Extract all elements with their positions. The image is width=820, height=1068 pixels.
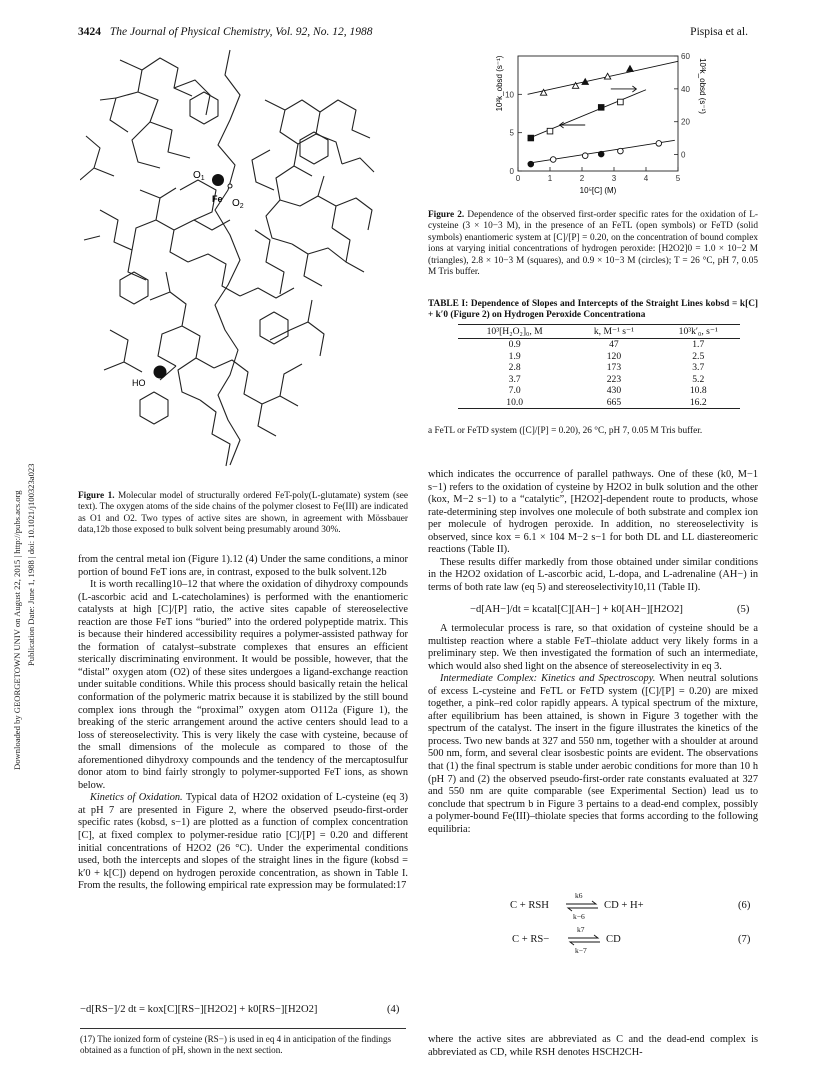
triangle-fit-line: [528, 61, 678, 94]
x-tick-label: 1: [547, 174, 553, 183]
page-number: 3424: [78, 26, 101, 38]
x-tick-label: 4: [643, 174, 649, 183]
figure2-caption-label: Figure 2.: [428, 210, 465, 220]
left-column: [78, 554, 408, 893]
table-header-cell: 10³k′₀, s⁻¹: [657, 325, 741, 339]
table1-title: TABLE I: Dependence of Slopes and Intercepts of the Straight Lines kobsd = k[C] + k′0 (Figure 2) on Hydrogen Peroxide Concentrationa: [428, 299, 758, 321]
table-header-cell: k, M⁻¹ s⁻¹: [571, 325, 656, 339]
fe-atom-upper: [212, 174, 224, 186]
equation-5: −d[AH−]/dt = kcatal[C][AH−] + k0[AH−][H2O2]: [470, 604, 683, 615]
equation-7-number: (7): [738, 934, 751, 945]
square-point: [618, 99, 624, 105]
right-column-bottom: [428, 1034, 758, 1059]
download-sidebar: [10, 170, 70, 770]
x-tick-label: 3: [611, 174, 617, 183]
figure2-caption: [428, 210, 758, 278]
equation-6-number: (6): [738, 900, 751, 911]
circle-point: [528, 161, 534, 167]
y-right-axis-label: 10³k_obsd (s⁻¹): [698, 58, 707, 114]
x-tick-label: 0: [515, 174, 521, 183]
circle-point: [582, 153, 588, 159]
figure1-molecular-model: [80, 40, 380, 480]
square-point: [528, 135, 534, 141]
y-right-tick-label: 40: [681, 84, 690, 94]
equation-7-k-reverse: k−7: [575, 946, 587, 955]
table-row: 2.8 173 3.7: [508, 362, 705, 373]
equation-6-right: CD + H+: [604, 900, 644, 911]
publication-line: Publication Date: June 1, 1988 | doi: 10.1021/j100323a023: [26, 463, 36, 666]
y-right-tick-label: 0: [681, 150, 686, 160]
circle-point: [656, 141, 662, 147]
o2-label: $O_2$: [232, 198, 244, 210]
table-row: 0.9 47 1.7: [508, 339, 705, 350]
x-axis-label: 10⁵[C] (M): [579, 186, 617, 195]
circle-point: [618, 148, 624, 154]
left-paragraph-3: Kinetics of Oxidation. Typical data of H2O2 oxidation of L-cysteine (eq 3) at pH 7 are presented in Figure 2, where the observed pseudo-first-order specific rates (kobsd, s−1) are plotted as a function of complex concentration [C], at fixed complex to polymer-residue ratio [C]/[P] = 0.20 and different initial concentrations of H2O2 (26 °C). Under the experimental conditions used, both the intercepts and slopes of the straight lines in the figure (kobsd = k′0 + k[C]) depend on hydrogen peroxide concentration, as shown in Table I. From the results, the following empirical rate expression may be formulated:17: [78, 792, 408, 892]
running-header: [78, 26, 372, 38]
fe-label: Fe: [212, 194, 223, 204]
equation-7-right: CD: [606, 934, 621, 945]
table-header-row: [458, 325, 740, 339]
equation-4: −d[RS−]/2 dt = kox[C][RS−][H2O2] + k0[RS−][H2O2]: [80, 1004, 318, 1015]
right-paragraph-1: which indicates the occurrence of parallel pathways. One of these (k0, M−1 s−1) refers to the oxidation of cysteine by H2O2 in bulk solution and the other (kox, M−2 s−1) to a “catalytic”, [H2O2]-dependent route to products, whose rate-determining step involves one molecule of both substrate and complex ion per molecule of hydrogen peroxide. In addition, no stereoselectivity is observed, since kox = 6.1 × 104 M−2 s−1 for both DL and LL diastereomeric reactions (Table II).: [428, 469, 758, 556]
right-column-top: [428, 469, 758, 594]
running-author: Pispisa et al.: [690, 26, 748, 38]
left-paragraph-1: from the central metal ion (Figure 1).12 (4) Under the same conditions, a minor portion of bound FeT ions are, in contrast, exposed to the bulk solvent.12b: [78, 554, 408, 578]
download-line: Downloaded by GEORGETOWN UNIV on August 22, 2015 | http://pubs.acs.org: [12, 490, 22, 770]
y-right-tick-label: 20: [681, 117, 690, 127]
right-paragraph-3: A termolecular process is rare, so that oxidation of cysteine should be a multistep reaction where a stable FeT–thiolate adduct very likely forms in a preliminary step. We then investigated the formation of such an intermediate, which would also shed light on the absence of stereoselectivity in eq 3.: [428, 623, 758, 672]
equation-6-arrows: [564, 900, 600, 912]
figure1-caption-text: Molecular model of structurally ordered FeT-poly(L-glutamate) system (see text). The oxygen atoms of the side chains of the polymer closest to Fe(III) are indicated as O1 and O2. Two types of active sites are shown, in agreement with Mössbauer data,12b those exposed to bulk solvent being presumably around 30%.: [78, 491, 408, 536]
equation-7-left: C + RS−: [512, 934, 550, 945]
figure1-caption: [78, 491, 408, 537]
table-row: 10.0 665 16.2: [458, 397, 740, 409]
table-row: 1.9 120 2.5: [508, 350, 705, 362]
table-row: 3.7 223 5.2: [508, 373, 705, 385]
y-left-tick-label: 10: [505, 90, 514, 100]
footnote-rule: [80, 1028, 406, 1029]
equation-6-k-reverse: k−6: [573, 912, 585, 921]
y-left-tick-label: 5: [509, 128, 514, 138]
section-head-intermediate: Intermediate Complex: Kinetics and Spectroscopy.: [440, 673, 656, 685]
fe-atom-lower: [154, 366, 167, 379]
figure1-caption-label: Figure 1.: [78, 491, 115, 501]
equation-4-number: (4): [387, 1004, 400, 1015]
right-column-middle: [428, 623, 758, 836]
footnote-17: (17) The ionized form of cysteine (RS−) is used in eq 4 in anticipation of the findings obtained as a function of pH, shown in the next section.: [80, 1034, 392, 1055]
table-header-cell: 10³[H₂O₂]₀, M: [458, 325, 571, 339]
left-paragraph-2: It is worth recalling10–12 that where the oxidation of dihydroxy compounds (L-ascorbic acid and L-catecholamines) is performed with the enantiomeric catalysts at high [C]/[P] ratio, the active sites capable of stereoselective reaction are those FeT ions “buried” into the ordered polypeptide matrix. This is because their hindered accessibility requires a polymer-assisted pathway for the formation of catalyst–substrate complexes that ensures an efficient sterically discriminating environment. It would be possible, however, that the “distal” oxygen atom (O2) of these sites undergoes a ligand-exchange reaction under suitable conditions. While this process should basically retain the helical conformation of the polymeric matrix because it is stabilized by the still bound complex ions through the “proximal” oxygen atom O112a (Figure 1), the breaking of the steric arrangement around the active centers should lead to a loss of stereoselectivity. This is very likely the case with cysteine, because of the small dimensions of the molecule as compared to those of the aforementioned dihydroxy compounds and the tendency of the mercaptosulfur donor atom to bind fairly strongly to polymer-supported FeT ions, as shown below.: [78, 579, 408, 791]
x-tick-label: 2: [579, 174, 585, 183]
right-paragraph-4: Intermediate Complex: Kinetics and Spectroscopy. When neutral solutions of excess L-cysteine and FeTL or FeTD system ([C]/[P] = 0.20) are mixed together, a pink–red color rapidly appears. A typical spectrum of the mixture, after equilibrium has been attained, is shown in Figure 3 together with the spectrum of the catalyst. The insert in the figure illustrates the kinetics of the process. Two new bands at 327 and 550 nm, together with a shoulder at around 500 nm, form, and several clear isosbestic points are evident. The observations that (1) the final spectrum is stable under aerobic conditions for more than 10 h (pH 7) and (2) the observed pseudo-first-order rate constants evaluated at 327 and 550 nm are quite comparable (see Experimental Section) lead us to conclude that spectrum b in Figure 3 pertains to a dead-end complex, possibly a polymer-bound Fe(III)–thiolate species that forms according to the following equilibria:: [428, 673, 759, 835]
right-paragraph-2: These results differ markedly from those obtained under similar conditions in the H2O2 oxidation of L-ascorbic acid, L-dopa, and L-adrenaline (AH−) in terms of both rate law (eq 5) and stereoselectivity10,11 (Table II).: [428, 556, 758, 593]
equation-7-k-forward: k7: [577, 925, 585, 934]
table1-footnote: a FeTL or FeTD system ([C]/[P] = 0.20), 26 °C, pH 7, 0.05 M Tris buffer.: [428, 426, 703, 436]
figure2-caption-text: Dependence of the observed first-order specific rates for the oxidation of L-cysteine (3 × 10−3 M), in the presence of an FeTL (open symbols) or FeTD (solid symbols) enantiomeric system at [C]/[P] = 0.20, on the concentration of bound complex ions at varying initial concentrations of hydrogen peroxide: [H2O2]0 = 1.0 × 10−2 M (triangles), 2.8 × 10−3 M (squares), and 0.9 × 10−3 M (circles); T = 26 °C, pH 7, 0.05 M Tris buffer.: [428, 210, 759, 278]
figure2-chart: [478, 46, 718, 206]
triangle-point: [627, 66, 633, 72]
y-right-tick-label: 60: [681, 52, 690, 61]
x-tick-label: 5: [675, 174, 681, 183]
y-left-axis-label: 10²k_obsd (s⁻¹): [495, 55, 504, 112]
y-left-tick-label: 0: [509, 167, 514, 176]
square-point: [547, 128, 553, 134]
journal-title: The Journal of Physical Chemistry, Vol. 92, No. 12, 1988: [109, 26, 373, 38]
table1: [458, 324, 740, 409]
square-fit-line: [528, 90, 646, 139]
circle-point: [598, 151, 604, 157]
equation-5-number: (5): [737, 604, 750, 615]
equation-6-left: C + RSH: [510, 900, 549, 911]
right-paragraph-5: where the active sites are abbreviated as C and the dead-end complex is abbreviated as CD, while RSH denotes HSCH2CH-: [428, 1034, 758, 1058]
ho-label: HO: [132, 378, 146, 388]
table-row: 7.0 430 10.8: [508, 385, 707, 396]
equation-6-k-forward: k6: [575, 891, 583, 900]
equation-7-arrows: [566, 934, 602, 946]
section-head-kinetics: Kinetics of Oxidation.: [90, 792, 183, 804]
circle-point: [550, 157, 556, 163]
square-point: [598, 105, 604, 111]
o1-label: $O_1$: [193, 170, 205, 182]
